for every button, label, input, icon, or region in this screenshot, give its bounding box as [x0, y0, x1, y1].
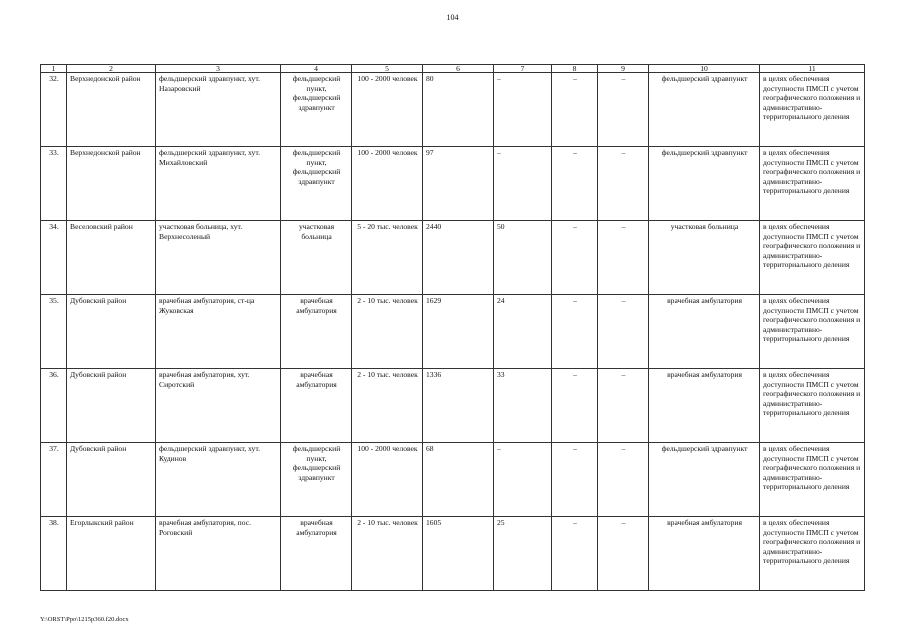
- justification-cell: в целях обеспечения доступности ПМСП с учетом географического положения и административно-территориального деления: [760, 517, 865, 591]
- value-cell: –: [552, 369, 598, 443]
- justification-cell: в целях обеспечения доступности ПМСП с учетом географического положения и административно-территориального деления: [760, 221, 865, 295]
- population-cell: 2 - 10 тыс. человек: [352, 295, 423, 369]
- row-number: 36.: [41, 369, 67, 443]
- population-count-cell: 1629: [423, 295, 494, 369]
- table-row: [41, 221, 865, 295]
- facility-cell: фельдшерский здравпункт, хут. Назаровский: [156, 73, 281, 147]
- value-cell: –: [494, 147, 552, 221]
- population-count-cell: 2440: [423, 221, 494, 295]
- column-header: 4: [281, 65, 352, 73]
- population-count-cell: 68: [423, 443, 494, 517]
- column-header: 7: [494, 65, 552, 73]
- facility-cell: участковая больница, хут. Верхнесоленый: [156, 221, 281, 295]
- row-number: 34.: [41, 221, 67, 295]
- page-number: 104: [446, 13, 459, 22]
- population-cell: 2 - 10 тыс. человек: [352, 369, 423, 443]
- facility-type-cell: фельдшерский пункт, фельдшерский здравпункт: [281, 147, 352, 221]
- recommended-type-cell: участковая больница: [649, 221, 760, 295]
- facility-cell: врачебная амбулатория, пос. Роговский: [156, 517, 281, 591]
- district-cell: Дубовский район: [67, 295, 156, 369]
- facility-cell: врачебная амбулатория, ст-ца Жуковская: [156, 295, 281, 369]
- row-number: 32.: [41, 73, 67, 147]
- facilities-table: [40, 64, 865, 591]
- recommended-type-cell: врачебная амбулатория: [649, 369, 760, 443]
- population-count-cell: 1605: [423, 517, 494, 591]
- facility-cell: фельдшерский здравпункт, хут. Кудинов: [156, 443, 281, 517]
- value-cell: –: [552, 443, 598, 517]
- table-row: [41, 443, 865, 517]
- column-header: 3: [156, 65, 281, 73]
- column-header: 6: [423, 65, 494, 73]
- value-cell: –: [494, 443, 552, 517]
- column-number-row: [41, 65, 865, 73]
- row-number: 35.: [41, 295, 67, 369]
- table-row: [41, 147, 865, 221]
- value-cell: –: [552, 517, 598, 591]
- population-cell: 100 - 2000 человек: [352, 73, 423, 147]
- population-count-cell: 1336: [423, 369, 494, 443]
- population-count-cell: 80: [423, 73, 494, 147]
- table-row: [41, 369, 865, 443]
- facility-type-cell: врачебная амбулатория: [281, 295, 352, 369]
- facility-type-cell: врачебная амбулатория: [281, 517, 352, 591]
- population-cell: 100 - 2000 человек: [352, 147, 423, 221]
- value-cell: –: [598, 295, 649, 369]
- recommended-type-cell: фельдшерский здравпункт: [649, 147, 760, 221]
- column-header: 2: [67, 65, 156, 73]
- district-cell: Верхнедонской район: [67, 147, 156, 221]
- facility-type-cell: врачебная амбулатория: [281, 369, 352, 443]
- row-number: 37.: [41, 443, 67, 517]
- table-row: [41, 73, 865, 147]
- value-cell: –: [552, 147, 598, 221]
- district-cell: Веселовский район: [67, 221, 156, 295]
- population-count-cell: 97: [423, 147, 494, 221]
- justification-cell: в целях обеспечения доступности ПМСП с учетом географического положения и административно-территориального деления: [760, 369, 865, 443]
- facility-cell: фельдшерский здравпункт, хут. Михайловский: [156, 147, 281, 221]
- value-cell: 33: [494, 369, 552, 443]
- value-cell: –: [552, 73, 598, 147]
- justification-cell: в целях обеспечения доступности ПМСП с учетом географического положения и административно-территориального деления: [760, 147, 865, 221]
- population-cell: 5 - 20 тыс. человек: [352, 221, 423, 295]
- row-number: 38.: [41, 517, 67, 591]
- district-cell: Егорлыкский район: [67, 517, 156, 591]
- facility-type-cell: участковая больница: [281, 221, 352, 295]
- justification-cell: в целях обеспечения доступности ПМСП с учетом географического положения и административно-территориального деления: [760, 73, 865, 147]
- column-header: 10: [649, 65, 760, 73]
- column-header: 1: [41, 65, 67, 73]
- value-cell: –: [552, 295, 598, 369]
- recommended-type-cell: врачебная амбулатория: [649, 517, 760, 591]
- population-cell: 2 - 10 тыс. человек: [352, 517, 423, 591]
- row-number: 33.: [41, 147, 67, 221]
- recommended-type-cell: фельдшерский здравпункт: [649, 73, 760, 147]
- recommended-type-cell: фельдшерский здравпункт: [649, 443, 760, 517]
- justification-cell: в целях обеспечения доступности ПМСП с учетом географического положения и административно-территориального деления: [760, 295, 865, 369]
- column-header: 9: [598, 65, 649, 73]
- district-cell: Дубовский район: [67, 369, 156, 443]
- column-header: 8: [552, 65, 598, 73]
- table-row: [41, 517, 865, 591]
- district-cell: Дубовский район: [67, 443, 156, 517]
- value-cell: –: [552, 221, 598, 295]
- value-cell: 25: [494, 517, 552, 591]
- value-cell: –: [598, 147, 649, 221]
- value-cell: –: [494, 73, 552, 147]
- facility-type-cell: фельдшерский пункт, фельдшерский здравпункт: [281, 443, 352, 517]
- facility-type-cell: фельдшерский пункт, фельдшерский здравпункт: [281, 73, 352, 147]
- value-cell: 24: [494, 295, 552, 369]
- population-cell: 100 - 2000 человек: [352, 443, 423, 517]
- value-cell: –: [598, 443, 649, 517]
- value-cell: –: [598, 221, 649, 295]
- column-header: 11: [760, 65, 865, 73]
- value-cell: 50: [494, 221, 552, 295]
- district-cell: Верхнедонской район: [67, 73, 156, 147]
- table-row: [41, 295, 865, 369]
- column-header: 5: [352, 65, 423, 73]
- value-cell: –: [598, 73, 649, 147]
- value-cell: –: [598, 369, 649, 443]
- facility-cell: врачебная амбулатория, хут. Сиротский: [156, 369, 281, 443]
- footer-file-path: Y:\ORST\Ppo\1215p360.f20.docx: [40, 616, 129, 623]
- recommended-type-cell: врачебная амбулатория: [649, 295, 760, 369]
- justification-cell: в целях обеспечения доступности ПМСП с учетом географического положения и административно-территориального деления: [760, 443, 865, 517]
- value-cell: –: [598, 517, 649, 591]
